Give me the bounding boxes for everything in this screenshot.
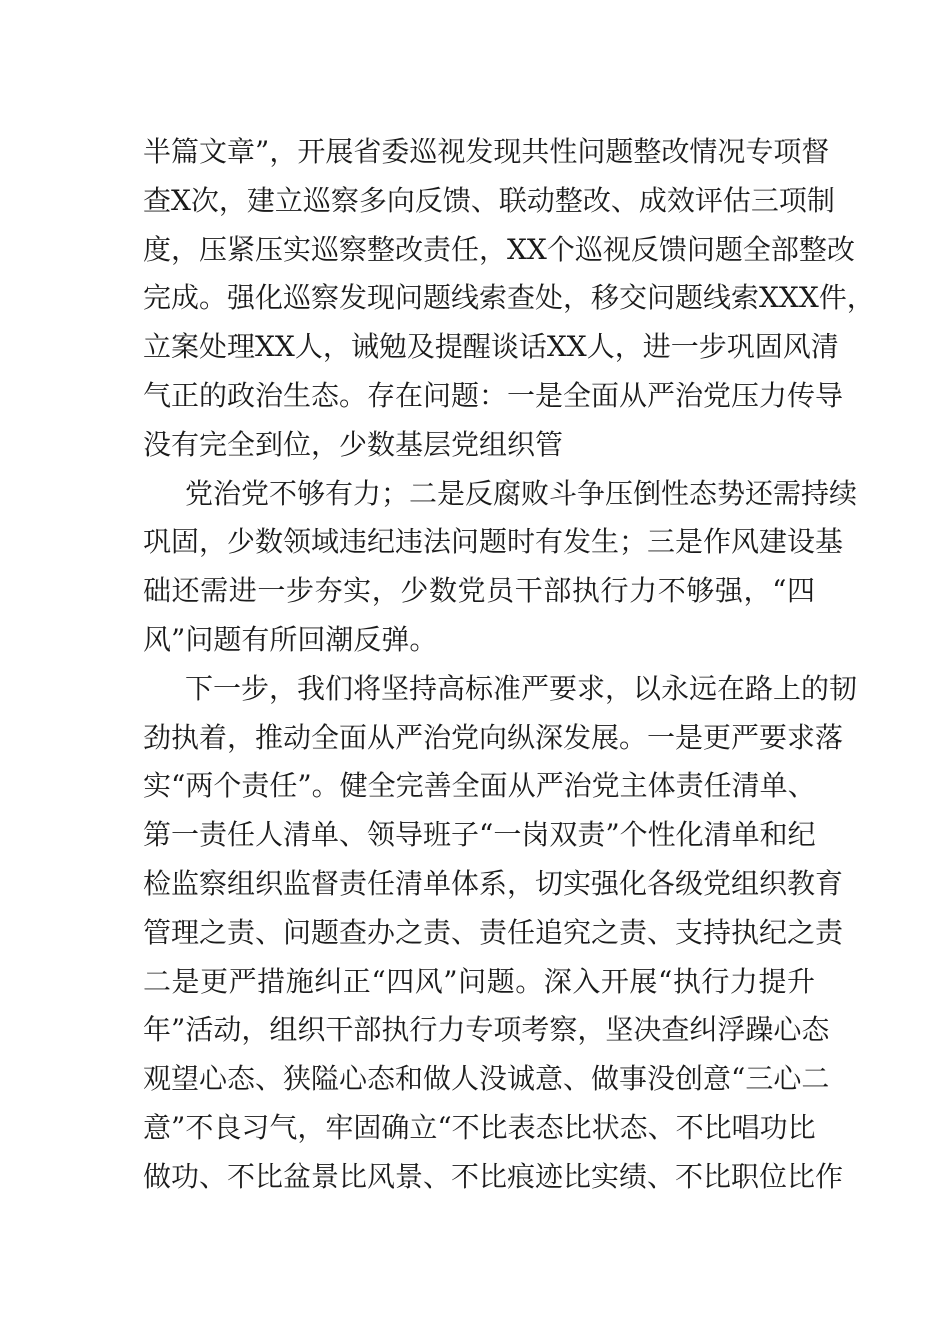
- text-line: 二是更严措施纠正“四风”问题。深入开展“执行力提升: [143, 964, 815, 998]
- text-line: 础还需进一步夯实，少数党员干部执行力不够强，“四: [143, 574, 815, 608]
- text-line: 党治党不够有力；二是反腐败斗争压倒性态势还需持续: [185, 476, 858, 510]
- text-line: 风”问题有所回潮反弹。: [143, 622, 438, 656]
- text-line: 完成。强化巡察发现问题线索查处，移交问题线索XXX件，: [143, 281, 875, 315]
- text-line: 查X次，建立巡察多向反馈、联动整改、成效评估三项制: [143, 183, 835, 217]
- text-line: 观望心态、狭隘心态和做人没诚意、做事没创意“三心二: [143, 1062, 830, 1096]
- text-line: 巩固，少数领域违纪违法问题时有发生；三是作风建设基: [143, 525, 844, 559]
- text-line: 半篇文章”，开展省委巡视发现共性问题整改情况专项督: [143, 135, 830, 168]
- text-line: 度，压紧压实巡察整改责任，XX个巡视反馈问题全部整改: [143, 232, 855, 266]
- text-line: 意”不良习气，牢固确立“不比表态比状态、不比唱功比: [143, 1110, 816, 1144]
- text-line: 没有完全到位，少数基层党组织管: [143, 427, 564, 461]
- text-line: 年”活动，组织干部执行力专项考察，坚决查纠浮躁心态: [143, 1013, 830, 1047]
- text-line: 第一责任人清单、领导班子“一岗双责”个性化清单和纪: [143, 818, 816, 852]
- text-line: 管理之责、问题查办之责、责任追究之责、支持执纪之责: [143, 915, 844, 949]
- text-line: 做功、不比盆景比风景、不比痕迹比实绩、不比职位比作: [143, 1159, 844, 1193]
- text-line: 实“两个责任”。健全完善全面从严治党主体责任清单、: [143, 769, 816, 803]
- text-line: 下一步，我们将坚持高标准严要求，以永远在路上的韧: [185, 671, 858, 705]
- document-body: [143, 128, 875, 1202]
- text-line: 气正的政治生态。存在问题：一是全面从严治党压力传导: [143, 378, 844, 412]
- text-line: 劲执着，推动全面从严治党向纵深发展。一是更严要求落: [143, 720, 844, 754]
- text-line: 检监察组织监督责任清单体系，切实强化各级党组织教育: [143, 866, 844, 900]
- text-line: 立案处理XX人，诫勉及提醒谈话XX人，进一步巩固风清: [143, 330, 839, 364]
